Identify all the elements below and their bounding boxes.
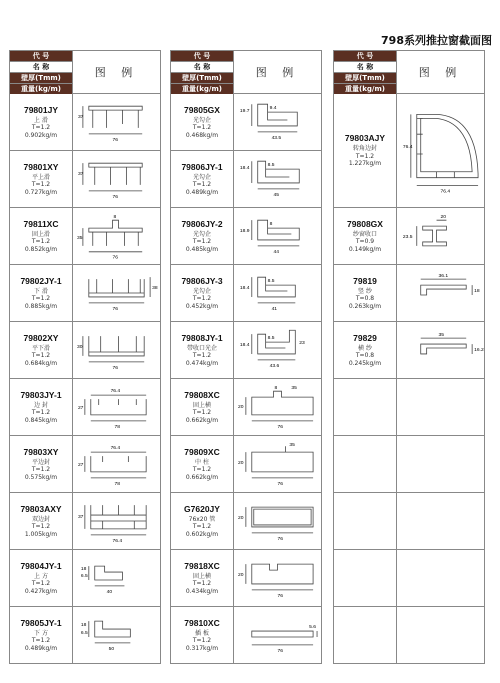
empty-row <box>334 607 484 663</box>
profile-name: 插 板 <box>195 629 209 637</box>
profile-weight: 0.263kg/m <box>348 302 382 310</box>
profile-name: 中 柱 <box>195 458 209 466</box>
profile-name: 固上横 <box>192 401 211 409</box>
profile-code: 79808XC <box>184 389 220 400</box>
profile-weight: 0.434kg/m <box>185 587 219 595</box>
dim-label: 35 <box>289 443 295 449</box>
profile-name: 下 滑 <box>34 287 48 295</box>
profile-drawing <box>397 94 484 207</box>
profile-weight: 0.489kg/m <box>24 644 58 652</box>
dim-label: 45 <box>273 192 280 198</box>
profile-weight: 0.485kg/m <box>185 245 219 253</box>
profile-code: 79803JY-1 <box>20 389 62 400</box>
header-name: 名 称 <box>334 61 396 73</box>
dim-label: 78 <box>114 481 121 487</box>
profile-name: 竖 纱 <box>358 287 372 295</box>
dim-label: 35 <box>76 235 83 241</box>
profile-thickness: T=1.2 <box>192 238 212 246</box>
profile-name: 转角边封 <box>352 145 377 153</box>
dim-label: 43.5 <box>271 135 282 141</box>
profile-drawing <box>234 379 321 435</box>
dim-label: 76 <box>277 593 283 599</box>
profile-code: 79808GX <box>347 218 383 229</box>
header-weight: 重量(kg/m) <box>171 83 233 94</box>
profile-row <box>334 322 484 379</box>
profile-drawing <box>73 436 160 492</box>
dim-label: 8 <box>113 215 117 221</box>
profile-weight: 0.727kg/m <box>24 188 58 196</box>
profile-thickness: T=1.2 <box>31 637 51 645</box>
profile-weight: 0.684kg/m <box>24 359 58 367</box>
dim-label: 40 <box>106 589 113 595</box>
profile-code: 79806JY-3 <box>181 275 223 286</box>
header-weight: 重量(kg/m) <box>10 83 72 94</box>
profile-table-column-2 <box>170 50 322 664</box>
profile-name: 双边封 <box>31 515 50 523</box>
profile-code: 79808JY-1 <box>181 332 223 343</box>
profile-code: 79806JY-2 <box>181 218 223 229</box>
profile-weight: 0.662kg/m <box>185 473 219 481</box>
profile-table-column-3 <box>333 50 485 664</box>
profile-thickness: T=1.2 <box>192 409 212 417</box>
dim-label: 18 <box>80 567 87 573</box>
dim-label: 8 <box>274 386 278 392</box>
dim-label: 9.4 <box>269 106 277 112</box>
profile-row <box>171 607 321 663</box>
profile-row <box>10 436 160 493</box>
profile-thickness: T=1.2 <box>192 181 212 189</box>
profile-row <box>334 94 484 208</box>
profile-thickness: T=1.2 <box>192 523 212 531</box>
profile-code: 79805JY-1 <box>20 617 62 628</box>
profile-row <box>10 322 160 379</box>
profile-drawing <box>234 208 321 264</box>
dim-label: 76.4 <box>110 389 121 395</box>
header-name: 名 称 <box>171 61 233 73</box>
profile-weight: 0.852kg/m <box>24 245 58 253</box>
profile-weight: 0.149kg/m <box>348 245 382 253</box>
profile-weight: 0.885kg/m <box>24 302 58 310</box>
profile-drawing <box>73 493 160 549</box>
profile-code: 79803XY <box>23 446 59 457</box>
dim-label: 76 <box>277 481 283 487</box>
profile-name: 固上滑 <box>31 230 50 238</box>
dim-label: 8.5 <box>267 336 275 342</box>
profile-row <box>171 493 321 550</box>
profile-row <box>171 379 321 436</box>
profile-row <box>10 151 160 208</box>
profile-row <box>171 436 321 493</box>
dim-label: 76 <box>277 424 283 430</box>
header-code: 代 号 <box>10 51 72 61</box>
profile-drawing <box>234 94 321 150</box>
profile-thickness: T=1.2 <box>31 352 51 360</box>
profile-code: G7620JY <box>184 503 220 514</box>
dim-label: 76 <box>112 306 119 312</box>
profile-thickness: T=0.8 <box>355 352 375 360</box>
profile-drawing <box>234 265 321 321</box>
profile-name: 光勾企 <box>192 116 211 124</box>
profile-thickness: T=1.2 <box>192 637 212 645</box>
profile-code: 79829 <box>353 332 377 343</box>
profile-row <box>171 94 321 151</box>
profile-name: 平下滑 <box>31 344 50 352</box>
profile-drawing <box>234 550 321 606</box>
profile-drawing <box>234 607 321 663</box>
dim-label: 76.4 <box>110 446 121 452</box>
profile-weight: 0.317kg/m <box>185 644 219 652</box>
profile-code: 79811XC <box>23 218 59 229</box>
profile-drawing <box>397 322 484 378</box>
dim-label: 41 <box>271 306 278 312</box>
header-figure: 图 例 <box>418 66 463 79</box>
profile-thickness: T=1.2 <box>31 466 51 474</box>
profile-code: 79803AJY <box>344 133 386 144</box>
profile-weight: 0.452kg/m <box>185 302 219 310</box>
dim-label: 76 <box>277 648 283 654</box>
profile-thickness: T=1.2 <box>31 181 51 189</box>
profile-row <box>10 208 160 265</box>
dim-label: 35 <box>438 333 445 339</box>
profile-drawing <box>73 208 160 264</box>
profile-thickness: T=1.2 <box>31 409 51 417</box>
profile-name: 平上滑 <box>31 173 50 181</box>
empty-row <box>334 436 484 493</box>
profile-drawing <box>73 379 160 435</box>
profile-code: 79804JY-1 <box>20 560 62 571</box>
dim-label: 35 <box>291 386 297 392</box>
profile-weight: 1.227kg/m <box>348 160 382 168</box>
page-title: 798系列推拉窗截面图 <box>381 34 492 47</box>
dim-label: 5.6 <box>309 625 317 631</box>
header-figure: 图 例 <box>255 66 300 79</box>
profile-code: 79801XY <box>23 161 59 172</box>
dim-label: 76.4 <box>402 145 413 151</box>
profile-row <box>171 151 321 208</box>
dim-label: 50 <box>108 646 115 652</box>
profile-thickness: T=1.2 <box>31 124 51 132</box>
profile-row <box>171 550 321 607</box>
profile-thickness: T=1.2 <box>31 523 51 531</box>
profile-drawing <box>234 151 321 207</box>
profile-row <box>10 265 160 322</box>
table-header <box>171 51 321 94</box>
profile-name: 光勾企 <box>192 173 211 181</box>
dim-label: 20 <box>237 516 244 522</box>
profile-row <box>334 265 484 322</box>
profile-row <box>10 94 160 151</box>
profile-weight: 0.474kg/m <box>185 359 219 367</box>
profile-name: 下 方 <box>34 629 48 637</box>
profile-row <box>334 208 484 265</box>
profile-name: 上 方 <box>34 572 48 580</box>
profile-weight: 0.468kg/m <box>185 131 219 139</box>
dim-label: 76 <box>112 255 119 261</box>
profile-weight: 0.427kg/m <box>24 587 58 595</box>
profile-table-column-1 <box>9 50 161 664</box>
profile-weight: 0.489kg/m <box>185 188 219 196</box>
profile-name: 固上横 <box>192 572 211 580</box>
profile-weight: 0.245kg/m <box>348 359 382 367</box>
profile-drawing <box>73 94 160 150</box>
header-code: 代 号 <box>334 51 396 61</box>
profile-row <box>171 322 321 379</box>
dim-label: 44 <box>273 249 280 255</box>
profile-drawing <box>234 436 321 492</box>
dim-label: 18.4 <box>239 343 250 349</box>
dim-label: 8 <box>269 222 273 228</box>
profile-row <box>10 379 160 436</box>
empty-row <box>334 379 484 436</box>
dim-label: 27 <box>77 405 84 411</box>
dim-label: 76 <box>112 194 119 200</box>
profile-drawing <box>397 208 484 264</box>
profile-code: 79802JY-1 <box>20 275 62 286</box>
dim-label: 6.5 <box>80 631 88 637</box>
profile-code: 79818XC <box>184 560 220 571</box>
dim-label: 37 <box>77 115 84 121</box>
dim-label: 8.5 <box>267 163 275 169</box>
profile-weight: 0.662kg/m <box>185 416 219 424</box>
profile-drawing <box>234 493 321 549</box>
profile-drawing <box>73 322 160 378</box>
profile-drawing <box>397 265 484 321</box>
dim-label: 27 <box>77 462 84 468</box>
dim-label: 18.4 <box>239 286 250 292</box>
header-thickness: 壁厚(Tmm) <box>334 73 396 83</box>
profile-code: 79803AXY <box>20 503 62 514</box>
header-code: 代 号 <box>171 51 233 61</box>
dim-label: 78 <box>114 424 121 430</box>
profile-code: 79805GX <box>184 104 220 115</box>
header-name: 名 称 <box>10 61 72 73</box>
dim-label: 76.4 <box>440 189 451 195</box>
dim-label: 37 <box>77 172 84 178</box>
empty-row <box>334 493 484 550</box>
profile-name: 76x20 管 <box>188 515 216 523</box>
profile-row <box>10 607 160 663</box>
profile-thickness: T=1.2 <box>31 238 51 246</box>
header-weight: 重量(kg/m) <box>334 83 396 94</box>
dim-label: 43.6 <box>269 363 280 369</box>
table-header <box>334 51 484 94</box>
profile-weight: 0.575kg/m <box>24 473 58 481</box>
dim-label: 20 <box>237 461 244 466</box>
profile-weight: 0.902kg/m <box>24 131 58 139</box>
profile-name: 横 纱 <box>358 344 372 352</box>
profile-row <box>10 493 160 550</box>
profile-drawing <box>234 322 321 378</box>
dim-label: 23.5 <box>402 234 413 240</box>
profile-thickness: T=1.2 <box>192 352 212 360</box>
dim-label: 76 <box>277 536 283 542</box>
profile-thickness: T=1.2 <box>355 152 375 160</box>
dim-label: 8.5 <box>267 279 275 285</box>
dim-label: 18.4 <box>239 166 250 172</box>
dim-label: 23 <box>299 341 305 347</box>
dim-label: 20 <box>440 215 446 221</box>
profile-row <box>10 550 160 607</box>
profile-drawing <box>73 265 160 321</box>
dim-label: 18.9 <box>239 229 250 235</box>
profile-name: 光勾企 <box>192 287 211 295</box>
profile-name: 平边封 <box>31 458 50 466</box>
dim-label: 20 <box>237 404 244 410</box>
dim-label: 38 <box>152 286 158 292</box>
profile-weight: 0.845kg/m <box>24 416 58 424</box>
profile-thickness: T=1.2 <box>192 466 212 474</box>
profile-thickness: T=1.2 <box>31 580 51 588</box>
dim-label: 16.2 <box>474 347 484 353</box>
profile-name: 光勾企 <box>192 230 211 238</box>
profile-code: 79809XC <box>184 446 220 457</box>
profile-weight: 0.602kg/m <box>185 530 219 538</box>
table-header <box>10 51 160 94</box>
dim-label: 76 <box>112 137 119 143</box>
dim-label: 76.4 <box>112 538 123 544</box>
profile-name: 边 封 <box>34 401 48 409</box>
profile-thickness: T=1.2 <box>192 295 212 303</box>
dim-label: 18 <box>80 623 87 629</box>
profile-weight: 1.005kg/m <box>24 530 58 538</box>
profile-code: 79802XY <box>23 332 59 343</box>
dim-label: 37 <box>77 515 84 521</box>
header-figure: 图 例 <box>94 66 139 79</box>
profile-thickness: T=1.2 <box>192 124 212 132</box>
dim-label: 36.1 <box>438 274 449 280</box>
dim-label: 76 <box>112 365 119 371</box>
header-thickness: 壁厚(Tmm) <box>10 73 72 83</box>
profile-thickness: T=0.8 <box>355 295 375 303</box>
profile-code: 79819 <box>353 275 377 286</box>
dim-label: 20 <box>237 573 244 579</box>
profile-row <box>171 208 321 265</box>
profile-thickness: T=0.9 <box>355 238 375 246</box>
dim-label: 6.5 <box>80 574 88 580</box>
profile-code: 79801JY <box>23 104 59 115</box>
header-thickness: 壁厚(Tmm) <box>171 73 233 83</box>
profile-code: 79806JY-1 <box>181 161 223 172</box>
profile-drawing <box>73 151 160 207</box>
profile-name: 上 滑 <box>34 116 48 124</box>
dim-label: 18 <box>474 289 480 295</box>
profile-drawing <box>73 550 160 606</box>
profile-row <box>171 265 321 322</box>
profile-code: 79810XC <box>184 617 220 628</box>
profile-name: 纱窗收口 <box>352 230 377 238</box>
profile-thickness: T=1.2 <box>31 295 51 303</box>
empty-row <box>334 550 484 607</box>
profile-name: 带收口光企 <box>186 344 217 352</box>
dim-label: 19.7 <box>239 109 250 115</box>
profile-thickness: T=1.2 <box>192 580 212 588</box>
dim-label: 30 <box>76 345 83 351</box>
profile-drawing <box>73 607 160 663</box>
